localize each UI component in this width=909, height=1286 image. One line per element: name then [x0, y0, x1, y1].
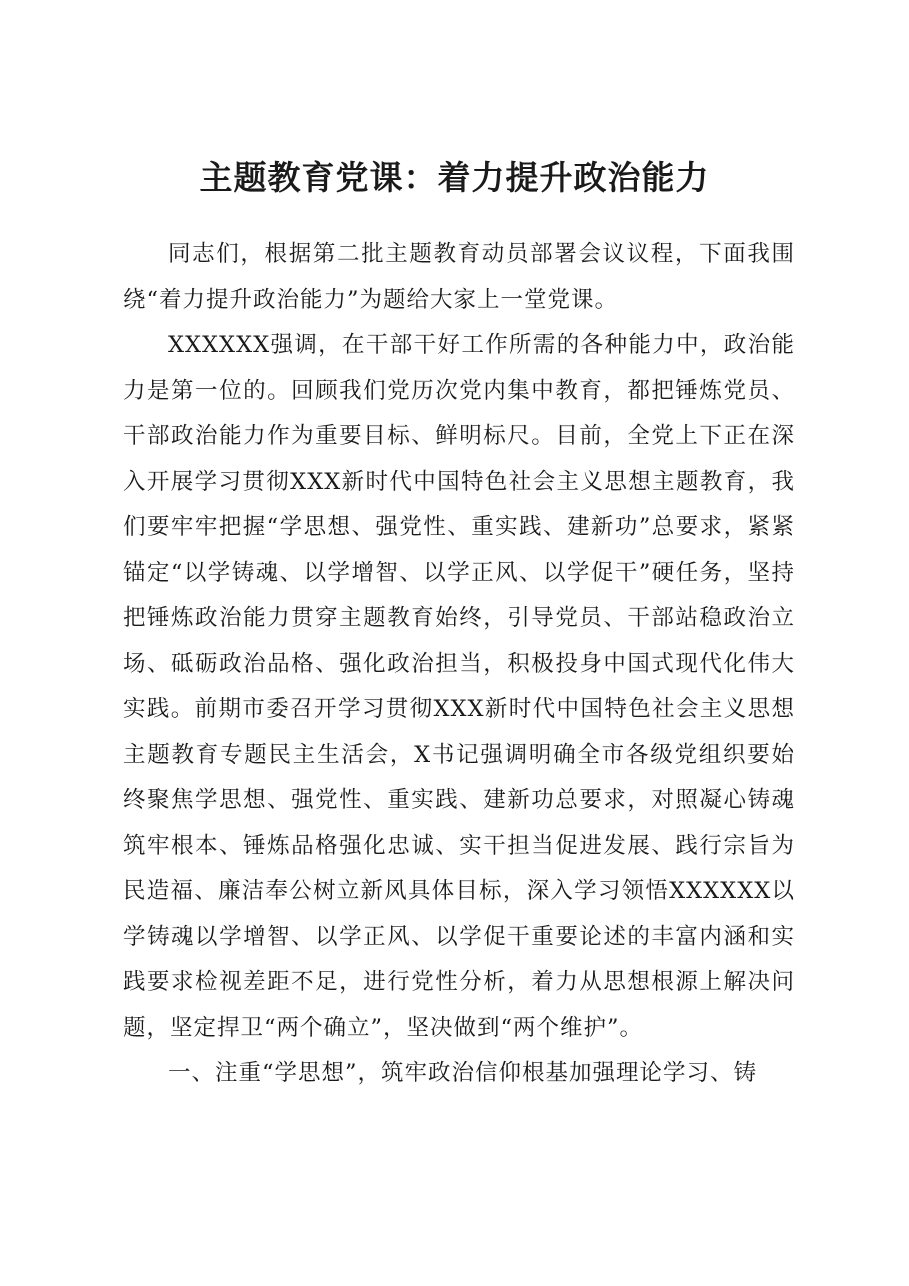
- paragraph-intro: 同志们，根据第二批主题教育动员部署会议议程，下面我围绕“着力提升政治能力”为题给大家上一堂党课。: [123, 241, 795, 313]
- document-title: 主题教育党课：着力提升政治能力: [199, 158, 710, 197]
- paragraph-main: XXXXXX强调，在干部干好工作所需的各种能力中，政治能力是第一位的。回顾我们党历次党内集中教育，都把锤炼党员、干部政治能力作为重要目标、鲜明标尺。目前，全党上下正在深入开展学习贯彻XXX新时代中国特色社会主义思想主题教育，我们要牢牢把握“学思想、强党性、重实践、建新功”总要求，紧紧锚定“以学铸魂、以学增智、以学正风、以学促干”硬任务，坚持把锤炼政治能力贯穿主题教育始终，引导党员、干部站稳政治立场、砥砺政治品格、强化政治担当，积极投身中国式现代化伟大实践。前期市委召开学习贯彻XXX新时代中国特色社会主义思想主题教育专题民主生活会，X书记强调明确全市各级党组织要始终聚焦学思想、强党性、重实践、建新功总要求，对照凝心铸魂筑牢根本、锤炼品格强化忠诚、实干担当促进发展、践行宗旨为民造福、廉洁奉公树立新风具体目标，深入学习领悟XXXXXX以学铸魂以学增智、以学正风、以学促干重要论述的丰富内涵和实践要求检视差距不足，进行党性分析，着力从思想根源上解决问题，坚定捍卫“两个确立”，坚决做到“两个维护”。: [123, 332, 795, 1041]
- document-body: [123, 232, 795, 1097]
- paragraph-section-one: 一、注重“学思想”，筑牢政治信仰根基加强理论学习、铸: [168, 1060, 758, 1086]
